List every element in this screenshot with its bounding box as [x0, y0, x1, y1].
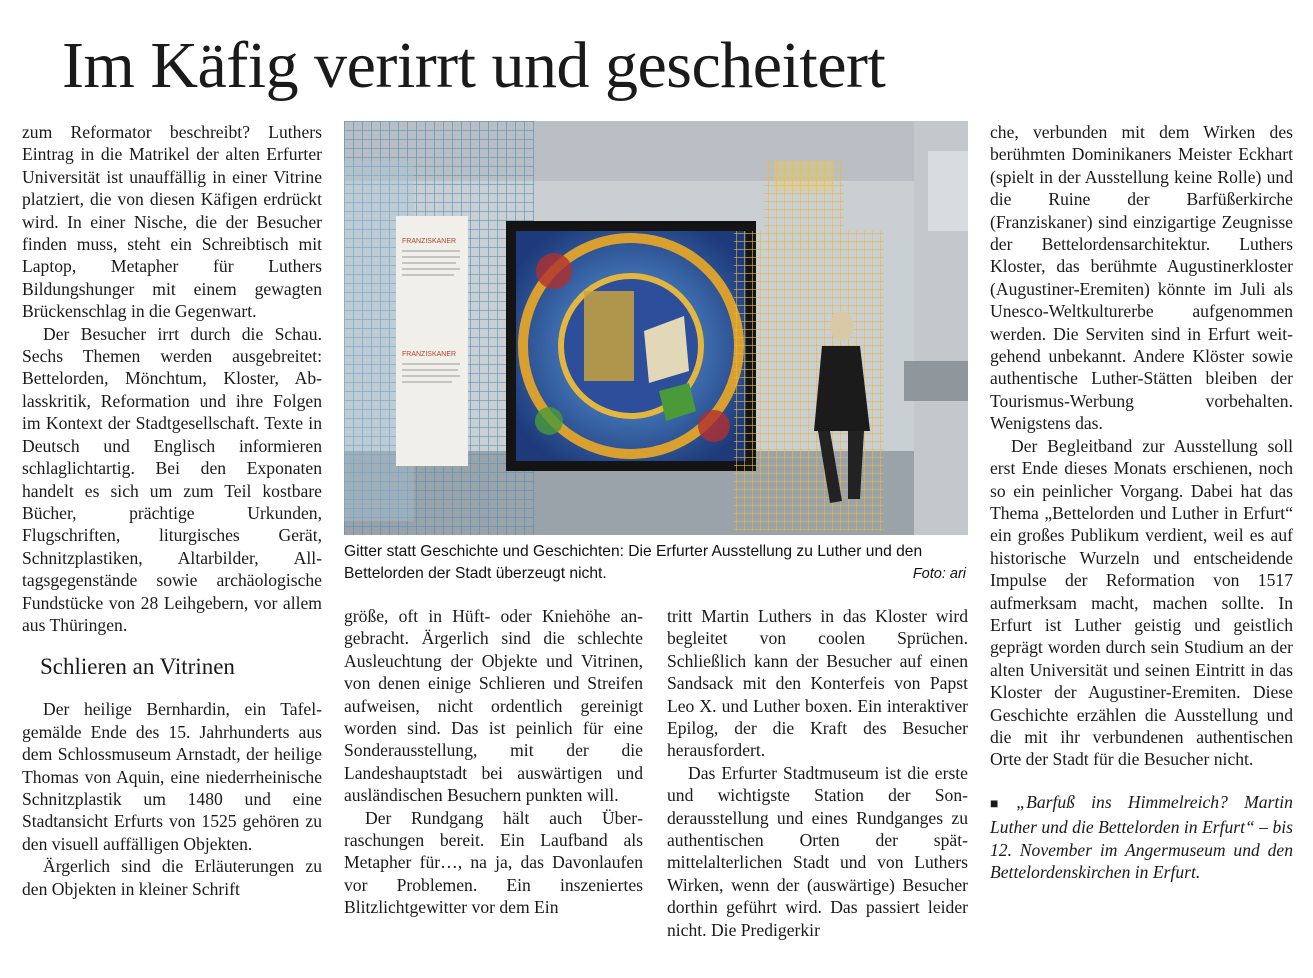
paragraph: Der Besucher irrt durch die Schau. Sechs Themen werden ausgebreitet: Bettelorden, Mönchtum, Kloster, Ablasskritik, Reformation und ihre Folgen im Kontext der Stadtgesellschaft. Texte in Deutsch und Englisch informieren schlaglichtartig. Bei den Exponaten handelt es sich um zum Teil kostbare Bücher, prächtige Urkunden, Flugschriften, liturgisches Gerät, Schnitzplastiken, Altarbilder, Alltagsgegenstände sowie archäologische Fundstücke von 28 Leihgebern, vor allem aus Thüringen. — [22, 323, 322, 635]
column-2 — [344, 605, 643, 919]
photo-caption — [344, 541, 968, 585]
info-text: „Barfuß ins Himmelreich? Martin Luther und die Bettelorden in Erfurt“ – bis 12. November im Angermuseum und den Bettelordenskirchen in Erfurt. — [990, 791, 1293, 882]
column-4 — [990, 121, 1293, 883]
headline: Im Käfig verirrt und gescheitert — [62, 29, 886, 102]
paragraph: Der heilige Bernhardin, ein Tafelgemälde Ende des 15. Jahrhunderts aus dem Schlossmuseum Arnstadt, der heilige Thomas von Aquin, eine niederrheinische Schnitzplastik um 1480 und eine Stadtansicht Erfurts von 1525 gehören zu den visuell auffälligen Objekten. — [22, 699, 322, 854]
paragraph: Das Erfurter Stadtmuseum ist die erste und wichtigste Station der Sonderausstellung und eines Rundganges zu authentischen Orten der spätmittelalterlichen Stadt und von Luthers Wirken, wenn der (auswärtige) Besucher dorthin geführt wird. Das passiert leider nicht. Die Predigerkir — [667, 762, 968, 940]
photo-credit: Foto: ari — [912, 566, 966, 582]
exhibition-info — [990, 791, 1293, 884]
exhibition-photo — [344, 121, 968, 535]
paragraph: che, verbunden mit dem Wirken des berühmten Dominikaners Meister Eckhart (spielt in der Ausstellung keine Rolle) und die Ruine der Barfüßerkirche (Franziskaner) sind einzigartige Zeugnisse der Bettelordensarchitektur. Luthers Kloster, das berühmte Augustinerkloster (Augustiner-Eremiten) könnte im Juli als Unesco-Weltkulturerbe aufgenommen werden. Die Serviten sind in Erfurt weitgehend unbekannt. Andere Klöster sowie authentische Luther-Stätten bleiben der Tourismus-Werbung vorbehalten. Wenigstens das. — [990, 122, 1293, 434]
paragraph: Ärgerlich sind die Erläuterungen zu den Objekten in kleiner Schrift — [22, 856, 322, 899]
column-1 — [22, 121, 322, 900]
square-bullet-icon: ■ — [990, 796, 1011, 812]
caption-text: Gitter statt Geschichte und Geschichten: Die Erfurter Ausstellung zu Luther und den Bettelorden der Stadt überzeugt nicht. — [344, 543, 923, 582]
subheading: Schlieren an Vitrinen — [40, 654, 235, 680]
paragraph: zum Reformator beschreibt? Luthers Eintrag in die Matrikel der alten Erfurter Universität ist unauffällig in einer Vitrine platziert, die von diesen Käfigen erdrückt wird. In einer Nische, die der Besucher finden muss, steht ein Schreibtisch mit Laptop, Metapher für Luthers Bildungshunger mit einem gewagten Brückenschlag in die Gegenwart. — [22, 122, 322, 322]
panel-label: FRANZISKANER — [402, 238, 457, 245]
paragraph: tritt Martin Luthers in das Kloster wird begleitet von coolen Sprüchen. Schließlich kann der Besucher auf einen Sandsack mit den Konterfeis von Papst Leo X. und Luther boxen. Ein interaktiver Epilog, der die Kraft des Besucher herausfordert. — [667, 606, 968, 761]
panel-label: FRANZISKANER — [402, 351, 457, 358]
paragraph: größe, oft in Hüft- oder Kniehöhe angebracht. Ärgerlich sind die schlechte Ausleuchtung der Objekte und Vitrinen, von denen einige Schlieren und Streifen aufweisen, nicht ordentlich gereinigt worden sind. Das ist peinlich für eine Sonderausstellung, mit der die Landeshauptstadt bei auswärtigen und ausländischen Besuchern punkten will. — [344, 606, 643, 806]
paragraph: Der Begleitband zur Ausstellung soll erst Ende dieses Monats erschienen, noch so ein peinlicher Vorgang. Dabei hat das Thema „Bettelorden und Luther in Erfurt“ ein großes Publikum verdient, weil es auf historische Wurzeln und entscheidende Impulse der Reformation von 1517 aufmerksam macht, machen sollte. In Erfurt ist Luther geistig und geistlich geprägt worden durch sein Studium an der alten Universität und seinen Eintritt in das Kloster der Augustiner-Eremiten. Diese Geschichte erzählen die Ausstellung und die mit ihr verbundenen authentischen Orte der Stadt für die Besucher nicht. — [990, 435, 1293, 770]
column-3 — [667, 605, 968, 941]
paragraph: Der Rundgang hält auch Überraschungen bereit. Ein Laufband als Metapher für…, na ja, das Davonlaufen vor Problemen. Ein inszeniertes Blitzlichtgewitter vor dem Ein — [344, 807, 643, 918]
